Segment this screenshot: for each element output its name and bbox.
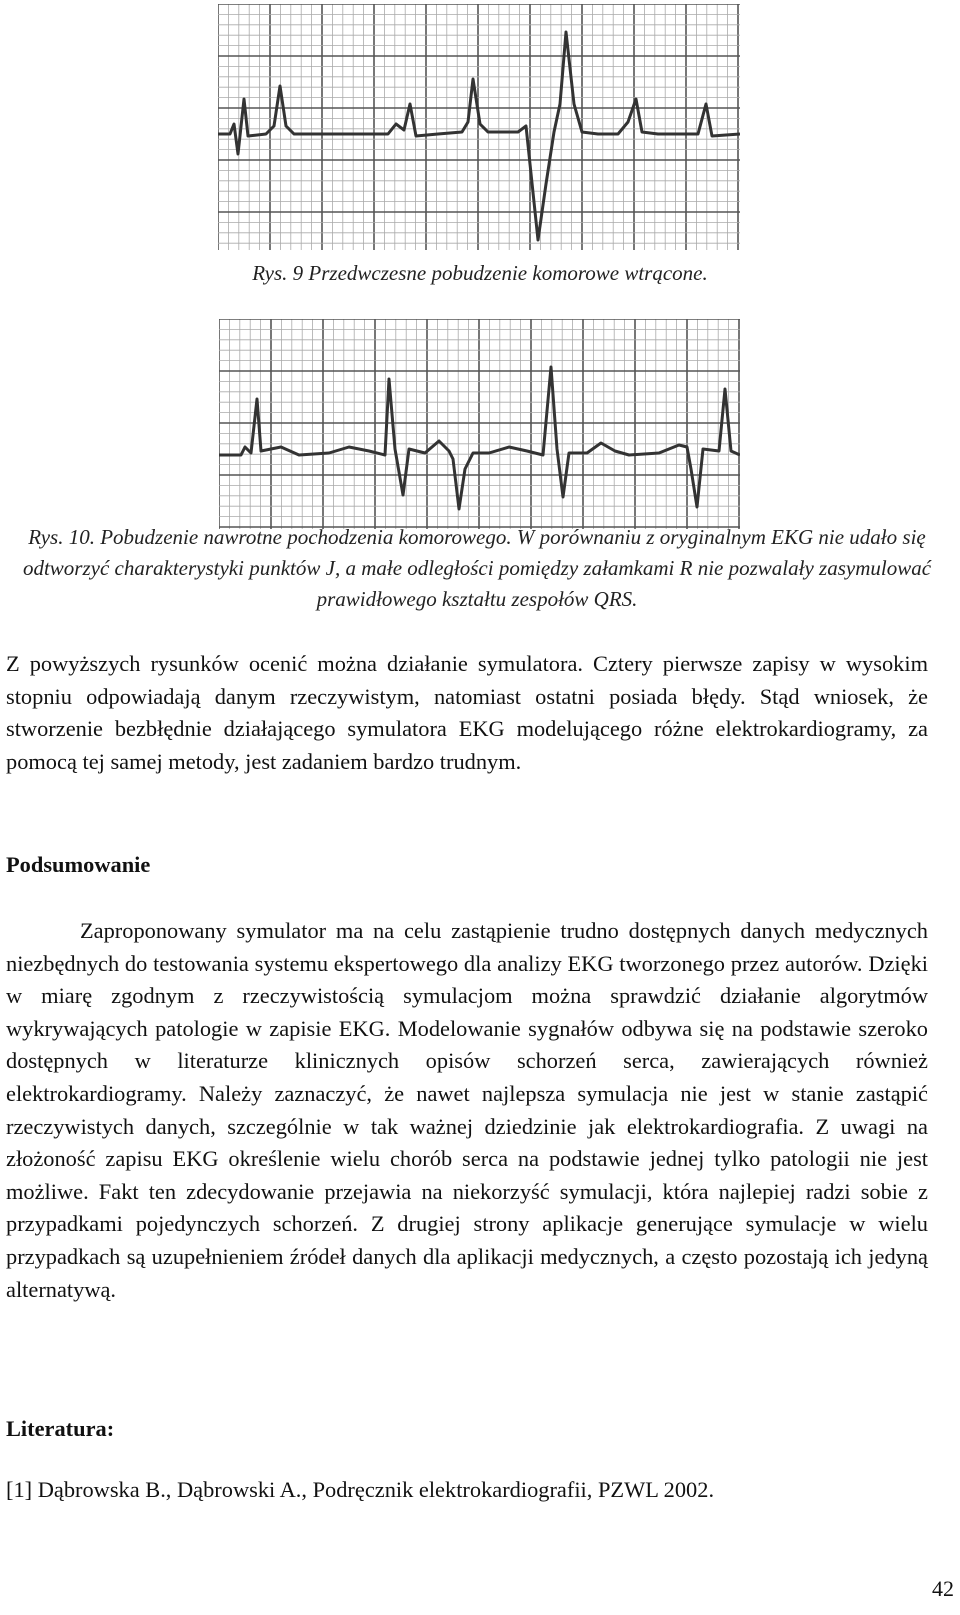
literature-title-colon: : bbox=[106, 1416, 115, 1441]
reference-item: [1] Dąbrowska B., Dąbrowski A., Podręcznik elektrokardiografii, PZWL 2002. bbox=[6, 1477, 715, 1502]
ecg-trace-2 bbox=[219, 319, 740, 529]
ecg-trace-1 bbox=[218, 4, 740, 250]
section-heading-literature bbox=[6, 1416, 114, 1442]
literature-title: Literatura bbox=[6, 1416, 107, 1441]
ecg-figure-premature-ventricular-beat bbox=[218, 4, 740, 250]
figure-9-caption: Rys. 9 Przedwczesne pobudzenie komorowe wtrącone. bbox=[252, 261, 708, 285]
ecg-waveform-1 bbox=[218, 32, 740, 240]
body-paragraph-simulator-assessment: Z powyższych rysunków ocenić można działanie symulatora. Cztery pierwsze zapisy w wysokim stopniu odpowiadają danym rzeczywistym, natomiast ostatni posiada błędy. Stąd wniosek, że stworzenie bezbłędnie działającego symulatora EKG modelującego różne elektrokardiogramy, za pomocą tej samej metody, jest zadaniem bardzo trudnym. bbox=[6, 651, 928, 774]
section-heading-summary: Podsumowanie bbox=[6, 852, 151, 877]
figure-10-caption: Rys. 10. Pobudzenie nawrotne pochodzenia komorowego. W porównaniu z oryginalnym EKG nie udało się odtworzyć charakterystyki punktów J, a małe odległości pomiędzy załamkami R nie pozwalały zasymulować prawidłowego kształtu zespołów QRS. bbox=[22, 525, 932, 611]
ecg-figure-reentry-beat bbox=[219, 319, 740, 529]
page-number: 42 bbox=[932, 1576, 954, 1601]
body-paragraph-summary: Zaproponowany symulator ma na celu zastąpienie trudno dostępnych danych medycznych niezbędnych do testowania systemu ekspertowego dla analizy EKG tworzonego przez autorów. Dzięki w miarę zgodnym z rzeczywistością symulacjom można sprawdzić działanie algorytmów wykrywających patologie w zapisie EKG. Modelowanie sygnałów odbywa się na podstawie szeroko dostępnych w literaturze klinicznych opisów schorzeń serca, zawierających również elektrokardiogramy. Należy zaznaczyć, że nawet najlepsza symulacja nie jest w stanie zastąpić rzeczywistych danych, szczególnie w tak ważnej dziedzinie jak elektrokardiografia. Z uwagi na złożoność zapisu EKG określenie wielu chorób serca na podstawie jednej tylko patologii nie jest możliwe. Fakt ten zdecydowanie przejawia na niekorzyść symulacji, która najlepiej radzi sobie z przypadkami pojedynczych schorzeń. Z drugiej strony aplikacje generujące symulacje w wielu przypadkach są uzupełnieniem źródeł danych dla aplikacji medycznych, a często pozostają ich jedyną alternatywą. bbox=[6, 918, 928, 1302]
